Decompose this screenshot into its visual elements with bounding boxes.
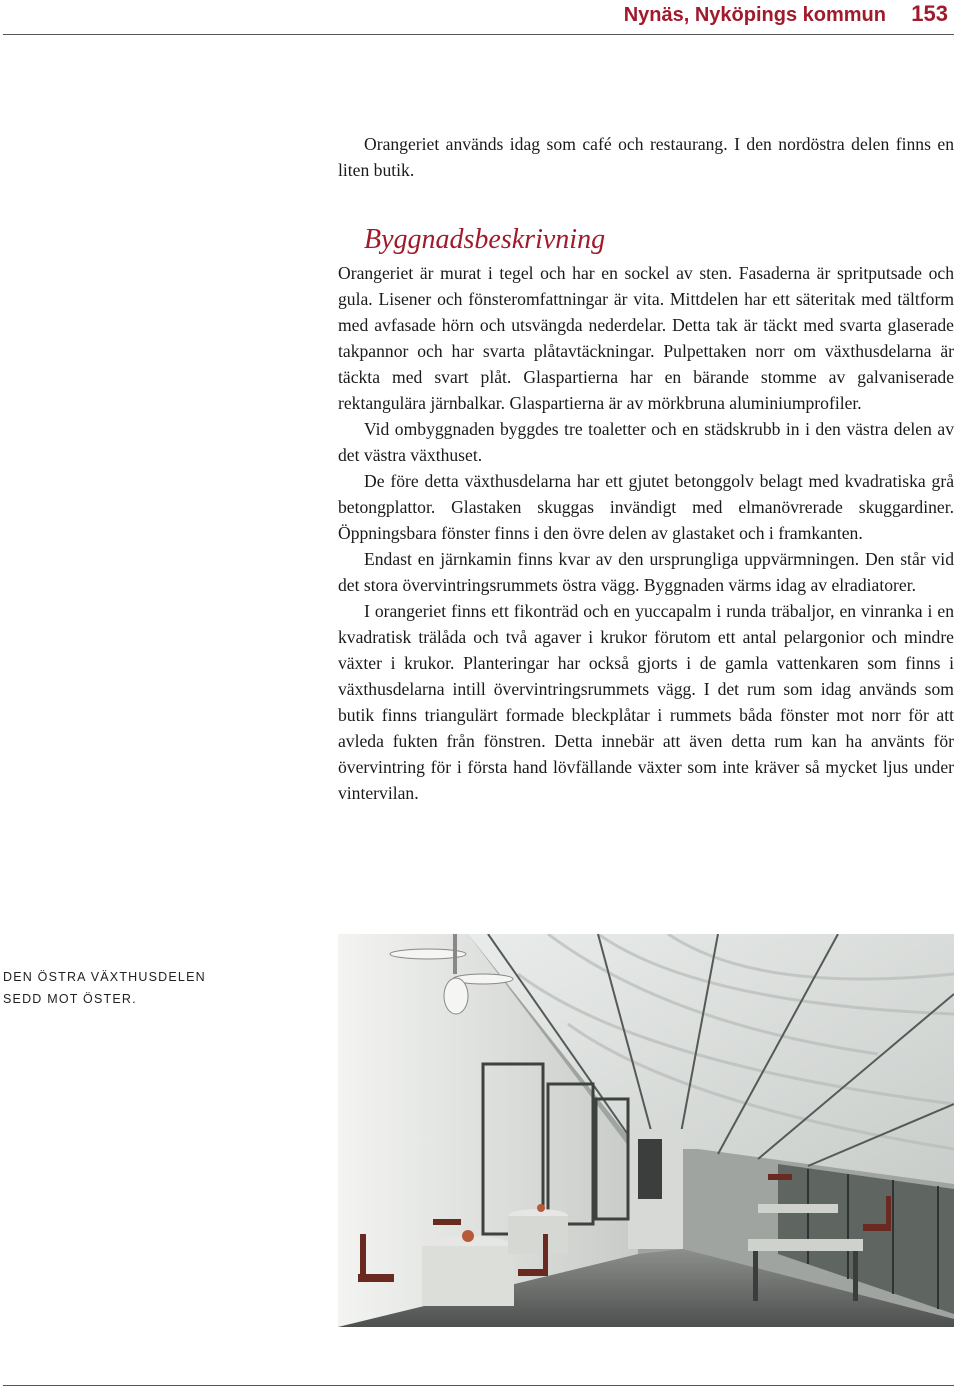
paragraph: Endast en järnkamin finns kvar av den ursprungliga uppvärmningen. Den står vid det stora övervintringsrummets östra vägg. Byggnaden värms idag av elradiatorer. [338,549,954,595]
paragraph: Orangeriet är murat i tegel och har en sockel av sten. Fasaderna är spritputsade och gula. Lisener och fönsteromfattningar är vita. Mittdelen har ett säteritak med tältform med avfasade hörn och utsvängda nederdelar. Detta tak är täckt med svarta glaserade takpannor och har svarta plåtavtäckningar. Pulpettaken norr om växthusdelarna är täckta med svart plåt. Glaspartierna har en bärande stomme av galvaniserade rektangulära järnbalkar. Glaspartierna är av mörkbruna aluminiumprofiler. [338,263,954,413]
section-heading: Byggnadsbeskrivning [364,224,606,255]
figure-caption: DEN ÖSTRA VÄXTHUSDELEN SEDD MOT ÖSTER. [3,970,206,1006]
section-body [338,260,954,806]
paragraph: I orangeriet finns ett fikonträd och en yuccapalm i runda träbaljor, en vinranka i en kvadratisk trälåda och två agaver i krukor förutom ett antal pelargonior och mindre växter i krukor. Planteringar har också gjorts i de gamla vattenkaren som finns i växthusdelarna intill övervintringsrummets vägg. I det rum som idag används som butik finns triangulärt formade bleckplåtar i rummets båda fönster mot norr för att avleda fukten från fönstren. Detta innebär att även detta rum kan ha använts för övervintring för i första hand lövfällande växter som inte kräver så mycket ljus under vintervilan. [338,601,954,803]
greenhouse-photo [338,934,954,1327]
paragraph: De före detta växthusdelarna har ett gjutet betonggolv belagt med kvadratiska grå betongplattor. Glastaken skuggas invändigt med elmanövrerade skuggardiner. Öppningsbara fönster finns i den övre delen av glastaket och i framkanten. [338,471,954,543]
page-number: 153 [911,1,948,26]
header-rule [3,34,954,35]
intro-block [338,131,954,183]
footer-rule [3,1385,954,1386]
intro-paragraph: Orangeriet används idag som café och restaurang. I den nordöstra delen finns en liten butik. [338,134,954,180]
paragraph: Vid ombyggnaden byggdes tre toaletter och en städskrubb in i den västra delen av det västra växthuset. [338,419,954,465]
header-title: Nynäs, Nyköpings kommun [623,4,886,26]
